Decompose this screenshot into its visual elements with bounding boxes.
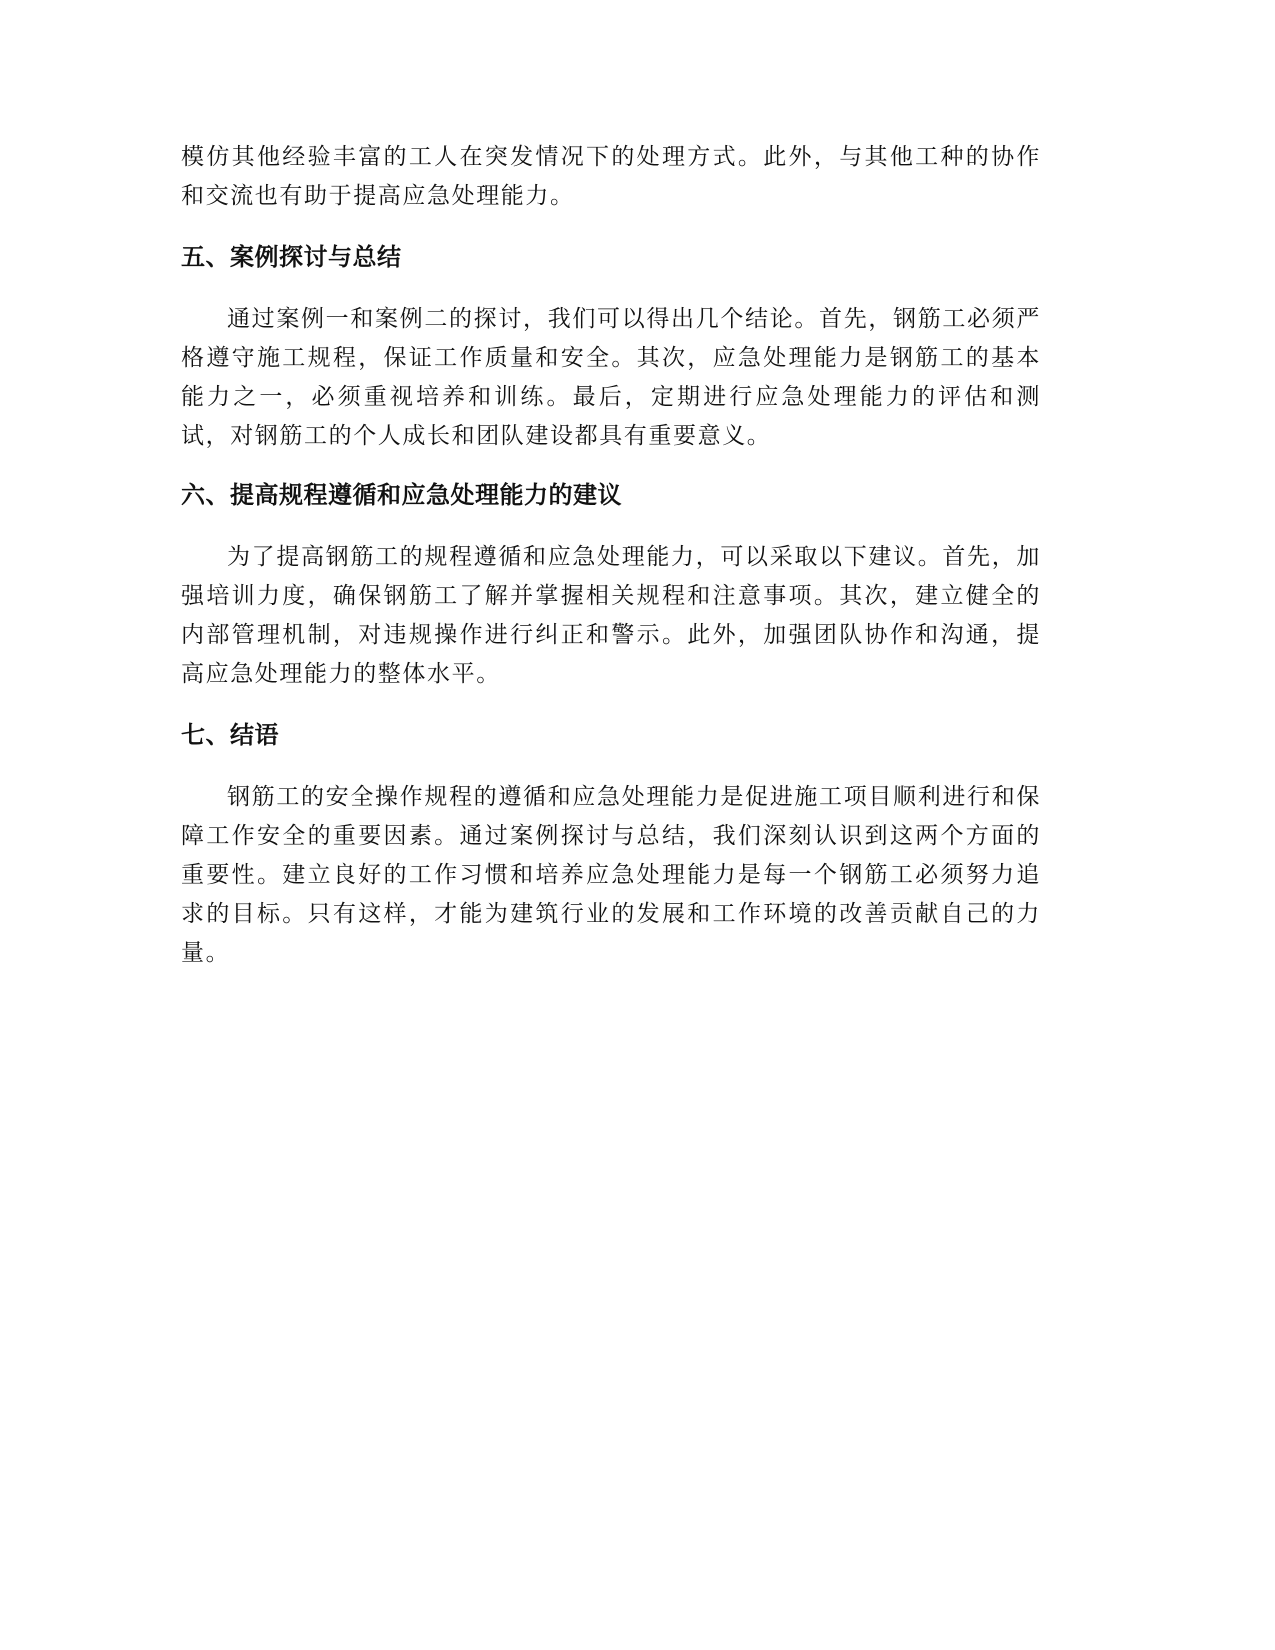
section-heading-5: 五、案例探讨与总结 [181, 243, 402, 271]
continuation-paragraph: 模仿其他经验丰富的工人在突发情况下的处理方式。此外，与其他工种的协作和交流也有助于提高应急处理能力。 [181, 144, 1041, 209]
section-body-6: 为了提高钢筋工的规程遵循和应急处理能力，可以采取以下建议。首先，加强培训力度，确保钢筋工了解并掌握相关规程和注意事项。其次，建立健全的内部管理机制，对违规操作进行纠正和警示。此外，加强团队协作和沟通，提高应急处理能力的整体水平。 [181, 544, 1041, 687]
document-page [181, 138, 1041, 973]
section-body-5: 通过案例一和案例二的探讨，我们可以得出几个结论。首先，钢筋工必须严格遵守施工规程，保证工作质量和安全。其次，应急处理能力是钢筋工的基本能力之一，必须重视培养和训练。最后，定期进行应急处理能力的评估和测试，对钢筋工的个人成长和团队建设都具有重要意义。 [181, 306, 1041, 449]
section-heading-6: 六、提高规程遵循和应急处理能力的建议 [181, 481, 622, 509]
section-heading-7: 七、结语 [181, 721, 279, 749]
section-body-7: 钢筋工的安全操作规程的遵循和应急处理能力是促进施工项目顺利进行和保障工作安全的重要因素。通过案例探讨与总结，我们深刻认识到这两个方面的重要性。建立良好的工作习惯和培养应急处理能力是每一个钢筋工必须努力追求的目标。只有这样，才能为建筑行业的发展和工作环境的改善贡献自己的力量。 [181, 784, 1041, 966]
